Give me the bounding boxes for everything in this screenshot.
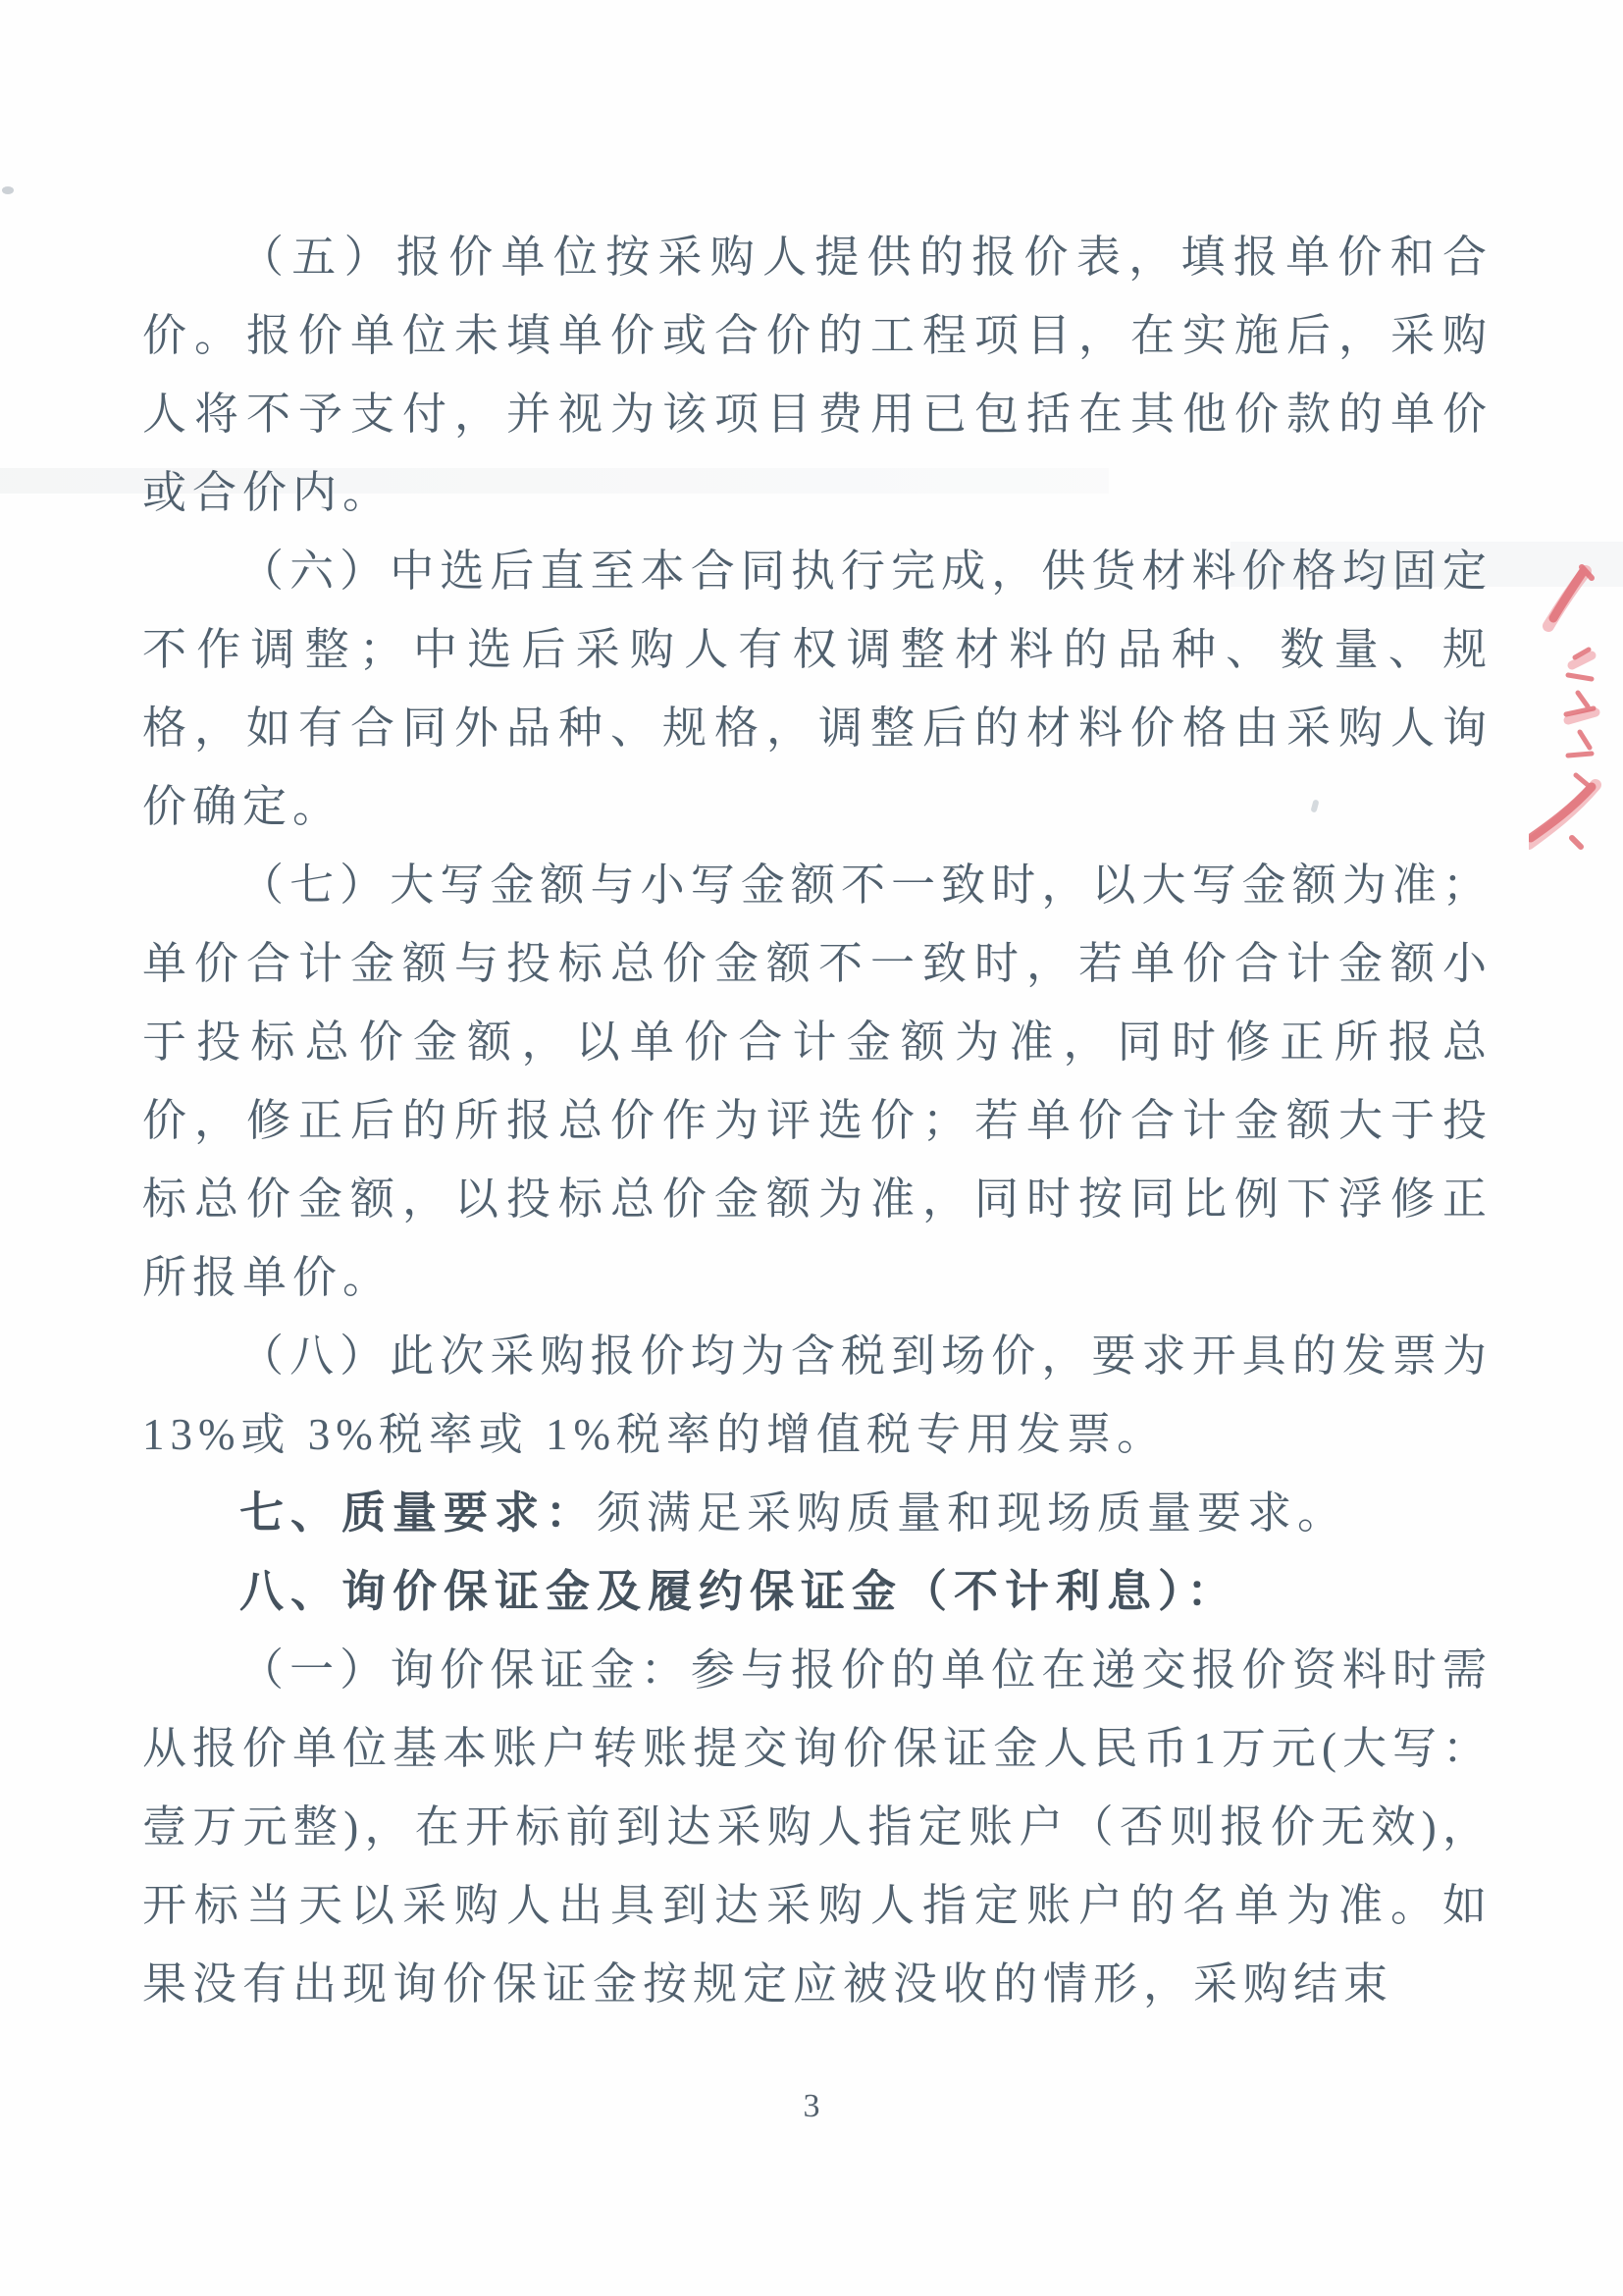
paragraph-item-wu: （五）报价单位按采购人提供的报价表，填报单价和合价。报价单位未填单价或合价的工程项目，在实施后，采购人将不予支付，并视为该项目费用已包括在其他价款的单价或合价内。: [142, 233, 1492, 517]
paragraph-item-yi: （一）询价保证金：参与报价的单位在递交报价资料时需从报价单位基本账户转账提交询价保证金人民币1万元(大写：壹万元整)，在开标前到达采购人指定账户（否则报价无效)，开标当天以采购人出具到达采购人指定账户的名单为准。如果没有出现询价保证金按规定应被没收的情形，采购结束: [142, 1645, 1492, 2009]
heading-quality-label: 七、质量要求：: [239, 1487, 598, 1538]
document-body: [142, 218, 1492, 2023]
page-number: 3: [803, 2088, 820, 2124]
heading-quality-requirements: [142, 1474, 1492, 1552]
paragraph-item-liu: （六）中选后直至本合同执行完成，供货材料价格均固定不作调整；中选后采购人有权调整材料的品种、数量、规格，如有合同外品种、规格，调整后的材料价格由采购人询价确定。: [142, 547, 1492, 831]
scan-speck: [2, 186, 14, 194]
heading-deposit-label: 八、询价保证金及履约保证金（不计利息）：: [239, 1566, 1238, 1616]
heading-quality-text: 须满足采购质量和现场质量要求。: [597, 1488, 1348, 1538]
paragraph-item-ba: （八）此次采购报价均为含税到场价，要求开具的发票为 13%或 3%税率或 1%税率的增值税专用发票。: [142, 1331, 1492, 1459]
paragraph-item-qi: （七）大写金额与小写金额不一致时，以大写金额为准；单价合计金额与投标总价金额不一致时，若单价合计金额小于投标总价金额，以单价合计金额为准，同时修正所报总价，修正后的所报总价作为评选价；若单价合计金额大于投标总价金额，以投标总价金额为准，同时按同比例下浮修正所报单价。: [142, 861, 1492, 1302]
heading-deposit: [142, 1552, 1492, 1631]
